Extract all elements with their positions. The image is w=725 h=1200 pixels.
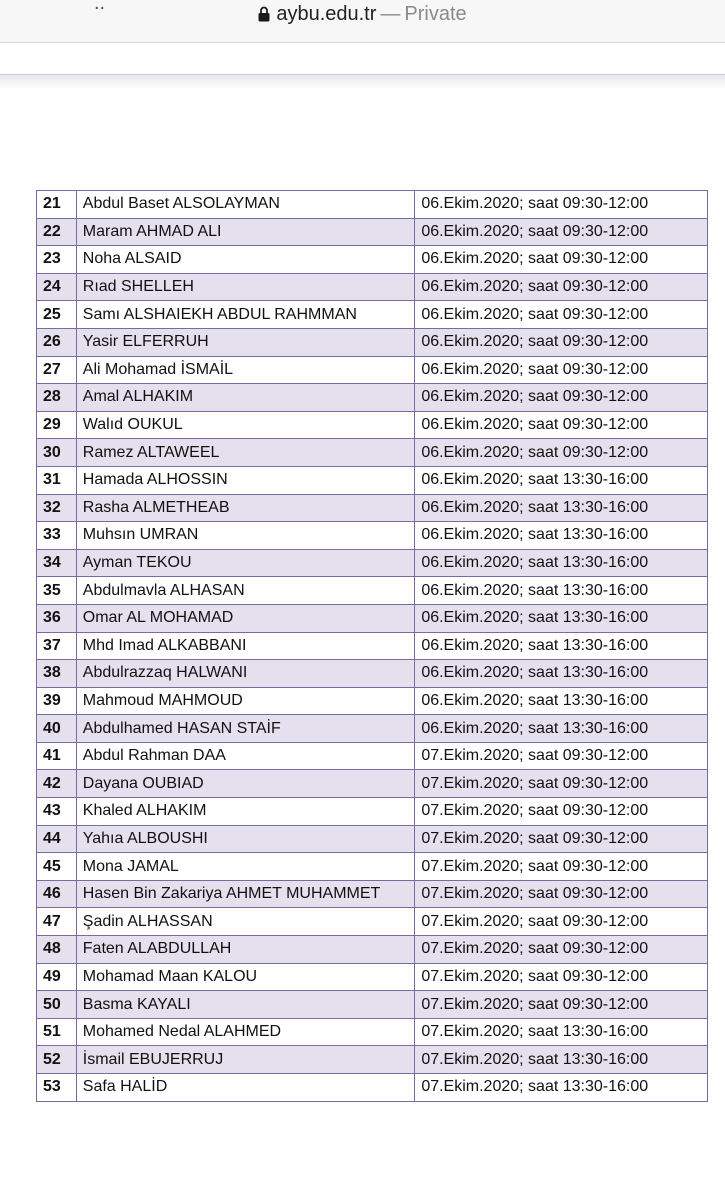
row-number: 40 bbox=[37, 715, 77, 743]
table-row bbox=[37, 798, 708, 826]
student-name: Abdul Baset ALSOLAYMAN bbox=[76, 191, 415, 219]
row-number: 43 bbox=[37, 798, 77, 826]
table-row bbox=[37, 853, 708, 881]
table-row bbox=[37, 411, 708, 439]
row-number: 25 bbox=[37, 301, 77, 329]
row-number: 23 bbox=[37, 246, 77, 274]
student-name: Omar AL MOHAMAD bbox=[76, 604, 415, 632]
row-number: 37 bbox=[37, 632, 77, 660]
student-name: Walıd OUKUL bbox=[76, 411, 415, 439]
row-number: 26 bbox=[37, 328, 77, 356]
table-row bbox=[37, 687, 708, 715]
student-name: Ramez ALTAWEEL bbox=[76, 439, 415, 467]
student-name: Faten ALABDULLAH bbox=[76, 936, 415, 964]
student-name: Şadin ALHASSAN bbox=[76, 908, 415, 936]
row-number: 45 bbox=[37, 853, 77, 881]
row-number: 49 bbox=[37, 963, 77, 991]
student-name: Rasha ALMETHEAB bbox=[76, 494, 415, 522]
row-number: 48 bbox=[37, 936, 77, 964]
schedule-table bbox=[36, 190, 708, 1102]
exam-datetime: 06.Ekim.2020; saat 13:30-16:00 bbox=[415, 549, 708, 577]
exam-datetime: 06.Ekim.2020; saat 09:30-12:00 bbox=[415, 439, 708, 467]
exam-datetime: 07.Ekim.2020; saat 09:30-12:00 bbox=[415, 936, 708, 964]
row-number: 32 bbox=[37, 494, 77, 522]
row-number: 31 bbox=[37, 466, 77, 494]
exam-datetime: 06.Ekim.2020; saat 13:30-16:00 bbox=[415, 466, 708, 494]
private-mode-label: Private bbox=[404, 3, 467, 25]
row-number: 50 bbox=[37, 991, 77, 1019]
student-name: Samı ALSHAIEKH ABDUL RAHMMAN bbox=[76, 301, 415, 329]
partial-clipped-text: .. bbox=[94, 0, 106, 14]
exam-datetime: 07.Ekim.2020; saat 09:30-12:00 bbox=[415, 908, 708, 936]
schedule-table-body bbox=[37, 191, 708, 1102]
row-number: 46 bbox=[37, 880, 77, 908]
student-name: Yasir ELFERRUH bbox=[76, 328, 415, 356]
exam-datetime: 07.Ekim.2020; saat 09:30-12:00 bbox=[415, 963, 708, 991]
table-row bbox=[37, 439, 708, 467]
url-host: aybu.edu.tr bbox=[276, 3, 377, 25]
table-row bbox=[37, 742, 708, 770]
row-number: 44 bbox=[37, 825, 77, 853]
student-name: Ayman TEKOU bbox=[76, 549, 415, 577]
exam-datetime: 06.Ekim.2020; saat 13:30-16:00 bbox=[415, 660, 708, 688]
exam-datetime: 06.Ekim.2020; saat 13:30-16:00 bbox=[415, 715, 708, 743]
table-row bbox=[37, 908, 708, 936]
exam-datetime: 06.Ekim.2020; saat 13:30-16:00 bbox=[415, 577, 708, 605]
table-row bbox=[37, 384, 708, 412]
exam-datetime: 06.Ekim.2020; saat 13:30-16:00 bbox=[415, 604, 708, 632]
table-row bbox=[37, 1074, 708, 1102]
table-row bbox=[37, 549, 708, 577]
table-row bbox=[37, 246, 708, 274]
student-name: Rıad SHELLEH bbox=[76, 273, 415, 301]
row-number: 24 bbox=[37, 273, 77, 301]
student-name: Mhd Imad ALKABBANI bbox=[76, 632, 415, 660]
row-number: 28 bbox=[37, 384, 77, 412]
student-name: Abdulrazzaq HALWANI bbox=[76, 660, 415, 688]
url-separator: — bbox=[380, 3, 401, 25]
table-row bbox=[37, 494, 708, 522]
table-row bbox=[37, 936, 708, 964]
row-number: 51 bbox=[37, 1018, 77, 1046]
exam-datetime: 06.Ekim.2020; saat 09:30-12:00 bbox=[415, 246, 708, 274]
browser-address-bar[interactable] bbox=[0, 0, 725, 43]
exam-datetime: 07.Ekim.2020; saat 09:30-12:00 bbox=[415, 742, 708, 770]
student-name: Khaled ALHAKIM bbox=[76, 798, 415, 826]
table-row bbox=[37, 191, 708, 219]
exam-datetime: 07.Ekim.2020; saat 09:30-12:00 bbox=[415, 853, 708, 881]
row-number: 52 bbox=[37, 1046, 77, 1074]
exam-datetime: 07.Ekim.2020; saat 09:30-12:00 bbox=[415, 991, 708, 1019]
exam-datetime: 07.Ekim.2020; saat 13:30-16:00 bbox=[415, 1074, 708, 1102]
table-row bbox=[37, 577, 708, 605]
page-header-band bbox=[0, 74, 725, 89]
row-number: 22 bbox=[37, 218, 77, 246]
student-name: Dayana OUBIAD bbox=[76, 770, 415, 798]
student-name: Amal ALHAKIM bbox=[76, 384, 415, 412]
student-name: Mohamed Nedal ALAHMED bbox=[76, 1018, 415, 1046]
table-row bbox=[37, 1046, 708, 1074]
student-name: Ali Mohamad İSMAİL bbox=[76, 356, 415, 384]
student-name: Yahıa ALBOUSHI bbox=[76, 825, 415, 853]
exam-datetime: 06.Ekim.2020; saat 09:30-12:00 bbox=[415, 218, 708, 246]
student-name: Hasen Bin Zakariya AHMET MUHAMMET bbox=[76, 880, 415, 908]
exam-datetime: 06.Ekim.2020; saat 09:30-12:00 bbox=[415, 411, 708, 439]
student-name: Muhsın UMRAN bbox=[76, 522, 415, 550]
row-number: 36 bbox=[37, 604, 77, 632]
exam-datetime: 06.Ekim.2020; saat 13:30-16:00 bbox=[415, 494, 708, 522]
table-row bbox=[37, 715, 708, 743]
table-row bbox=[37, 963, 708, 991]
row-number: 41 bbox=[37, 742, 77, 770]
row-number: 34 bbox=[37, 549, 77, 577]
student-name: Abdul Rahman DAA bbox=[76, 742, 415, 770]
table-row bbox=[37, 218, 708, 246]
exam-datetime: 06.Ekim.2020; saat 09:30-12:00 bbox=[415, 328, 708, 356]
exam-datetime: 07.Ekim.2020; saat 09:30-12:00 bbox=[415, 798, 708, 826]
student-name: Basma KAYALI bbox=[76, 991, 415, 1019]
url-display[interactable] bbox=[0, 2, 725, 26]
exam-datetime: 06.Ekim.2020; saat 09:30-12:00 bbox=[415, 384, 708, 412]
row-number: 39 bbox=[37, 687, 77, 715]
exam-datetime: 07.Ekim.2020; saat 09:30-12:00 bbox=[415, 770, 708, 798]
table-row bbox=[37, 466, 708, 494]
row-number: 53 bbox=[37, 1074, 77, 1102]
table-row bbox=[37, 825, 708, 853]
exam-datetime: 06.Ekim.2020; saat 09:30-12:00 bbox=[415, 273, 708, 301]
row-number: 38 bbox=[37, 660, 77, 688]
exam-datetime: 06.Ekim.2020; saat 09:30-12:00 bbox=[415, 191, 708, 219]
table-row bbox=[37, 328, 708, 356]
table-row bbox=[37, 880, 708, 908]
table-row bbox=[37, 660, 708, 688]
table-row bbox=[37, 632, 708, 660]
table-row bbox=[37, 604, 708, 632]
row-number: 47 bbox=[37, 908, 77, 936]
student-name: Safa HALİD bbox=[76, 1074, 415, 1102]
exam-datetime: 06.Ekim.2020; saat 13:30-16:00 bbox=[415, 687, 708, 715]
student-name: İsmail EBUJERRUJ bbox=[76, 1046, 415, 1074]
student-name: Mona JAMAL bbox=[76, 853, 415, 881]
exam-datetime: 07.Ekim.2020; saat 13:30-16:00 bbox=[415, 1018, 708, 1046]
student-name: Hamada ALHOSSIN bbox=[76, 466, 415, 494]
row-number: 42 bbox=[37, 770, 77, 798]
table-row bbox=[37, 356, 708, 384]
exam-datetime: 06.Ekim.2020; saat 09:30-12:00 bbox=[415, 301, 708, 329]
student-name: Abdulhamed HASAN STAİF bbox=[76, 715, 415, 743]
exam-datetime: 07.Ekim.2020; saat 09:30-12:00 bbox=[415, 825, 708, 853]
row-number: 21 bbox=[37, 191, 77, 219]
row-number: 27 bbox=[37, 356, 77, 384]
lock-icon bbox=[258, 6, 270, 22]
student-name: Mohamad Maan KALOU bbox=[76, 963, 415, 991]
table-row bbox=[37, 301, 708, 329]
exam-datetime: 06.Ekim.2020; saat 13:30-16:00 bbox=[415, 632, 708, 660]
student-name: Noha ALSAID bbox=[76, 246, 415, 274]
row-number: 29 bbox=[37, 411, 77, 439]
row-number: 30 bbox=[37, 439, 77, 467]
exam-datetime: 07.Ekim.2020; saat 13:30-16:00 bbox=[415, 1046, 708, 1074]
table-row bbox=[37, 522, 708, 550]
row-number: 35 bbox=[37, 577, 77, 605]
student-name: Mahmoud MAHMOUD bbox=[76, 687, 415, 715]
table-row bbox=[37, 770, 708, 798]
table-row bbox=[37, 991, 708, 1019]
table-row bbox=[37, 273, 708, 301]
table-row bbox=[37, 1018, 708, 1046]
row-number: 33 bbox=[37, 522, 77, 550]
exam-datetime: 06.Ekim.2020; saat 13:30-16:00 bbox=[415, 522, 708, 550]
exam-datetime: 06.Ekim.2020; saat 09:30-12:00 bbox=[415, 356, 708, 384]
student-name: Abdulmavla ALHASAN bbox=[76, 577, 415, 605]
exam-datetime: 07.Ekim.2020; saat 09:30-12:00 bbox=[415, 880, 708, 908]
student-name: Maram AHMAD ALI bbox=[76, 218, 415, 246]
